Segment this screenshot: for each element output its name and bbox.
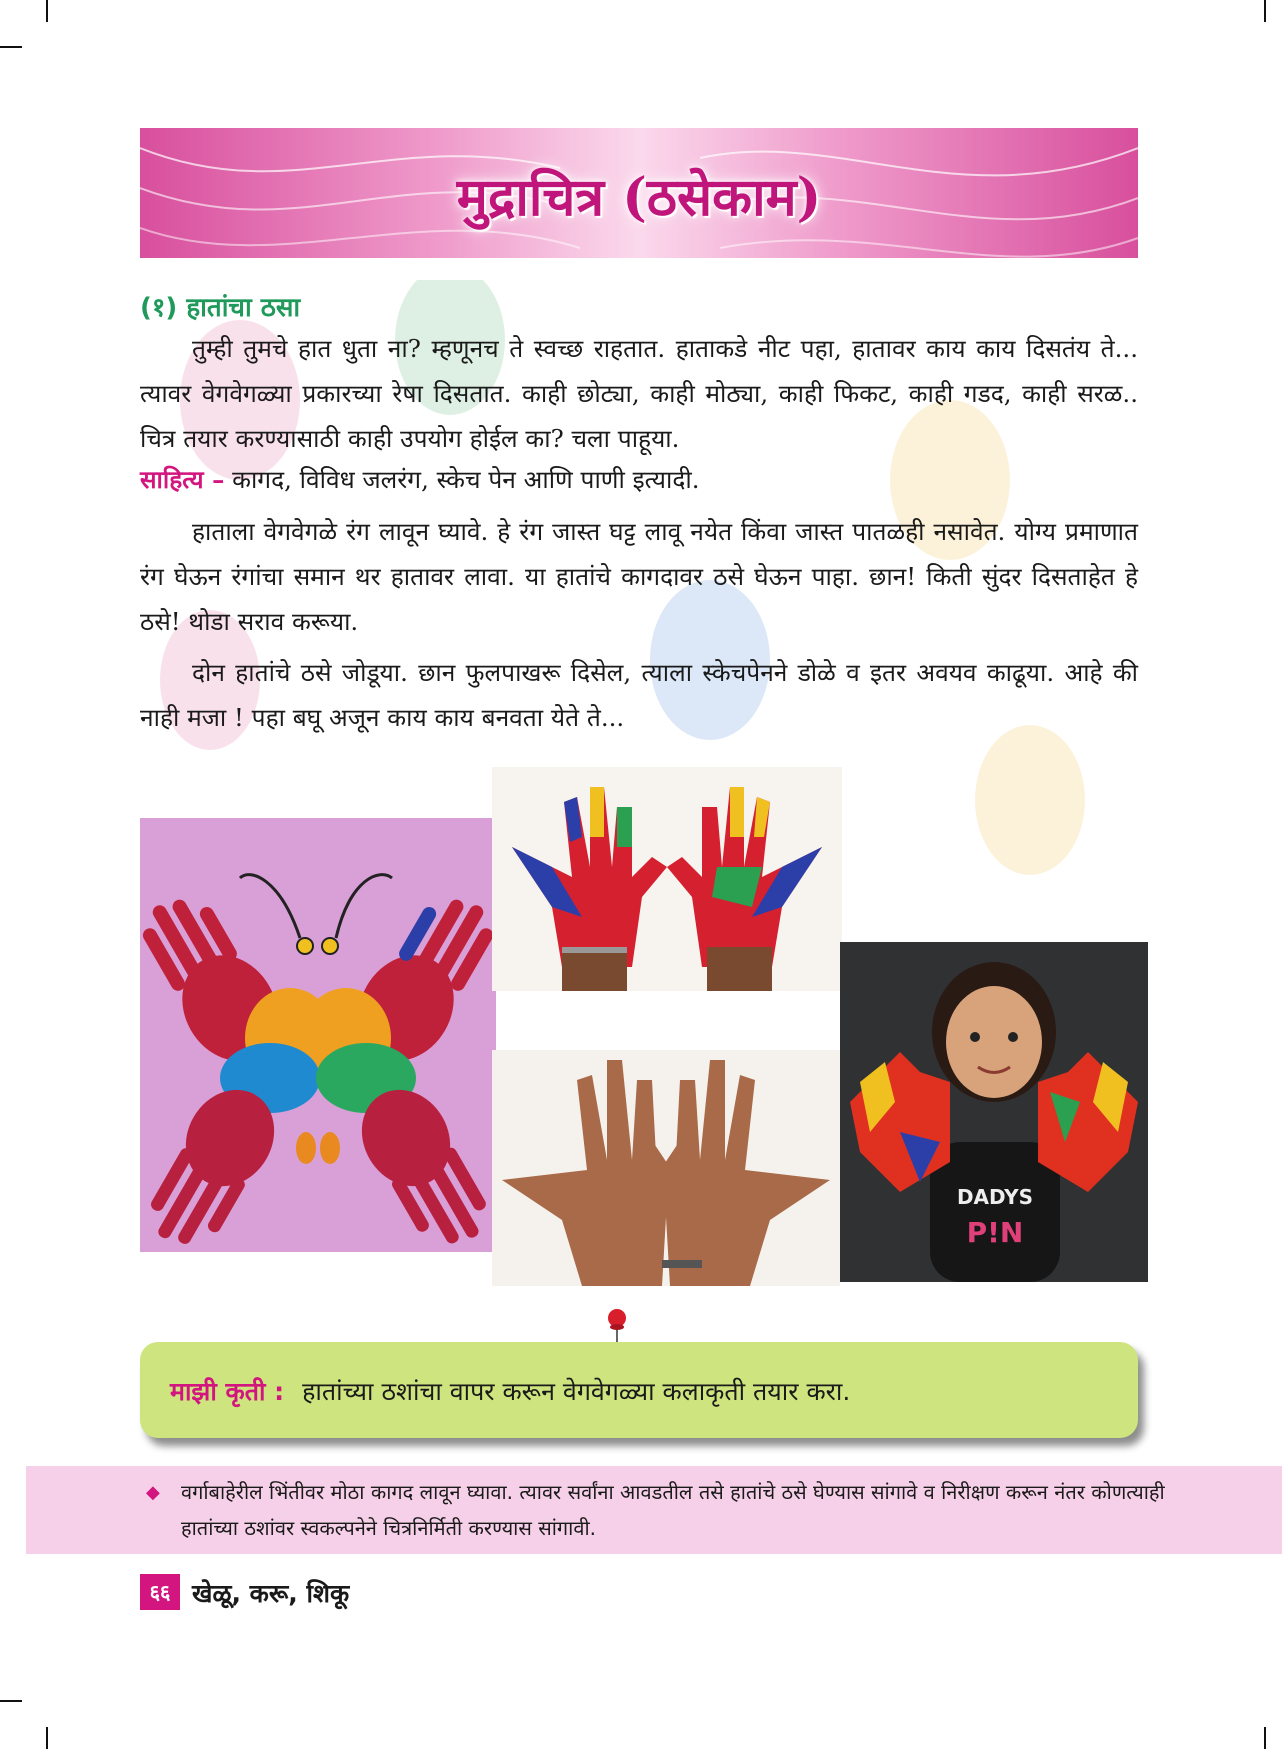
- teacher-note-box: [26, 1466, 1282, 1554]
- page-number: ६६: [140, 1574, 180, 1610]
- crop-mark-top-left-v: [46, 0, 48, 22]
- section-heading: (१) हातांचा ठसा: [140, 293, 301, 323]
- activity-label: माझी कृती :: [170, 1377, 285, 1406]
- materials-text: कागद, विविध जलरंग, स्केच पेन आणि पाणी इत्यादी.: [224, 465, 700, 494]
- child-with-painted-hands-image: [840, 942, 1148, 1282]
- crop-mark-top-left-h: [0, 46, 22, 48]
- crop-mark-top-right-v: [1264, 0, 1266, 22]
- page-title: मुद्राचित्र (ठसेकाम): [456, 167, 822, 228]
- paragraph-butterfly: दोन हातांचे ठसे जोडूया. छान फुलपाखरू दिसेल, त्याला स्केचपेनने डोळे व इतर अवयव काढूया. आहे की नाही मजा ! पहा बघू अजून काय काय बनवता येते ते...: [140, 658, 1138, 732]
- activity-text: हातांच्या ठशांचा वापर करून वेगवेगळ्या कलाकृती तयार करा.: [302, 1377, 851, 1406]
- activity-line: [170, 1374, 850, 1408]
- painted-hands-image: [492, 767, 842, 991]
- crop-mark-bottom-left-h: [0, 1700, 22, 1702]
- butterfly-handprint-image: [140, 818, 496, 1252]
- svg-text:DADYS: DADYS: [956, 1185, 1034, 1209]
- teacher-note-text: वर्गाबाहेरील भिंतीवर मोठा कागद लावून घ्यावा. त्यावर सर्वांना आवडतील तसे हातांचे ठसे घेण्यास सांगावे व निरीक्षण करून नंतर कोणत्याही हातांच्या ठशांवर स्वकल्पनेने चित्रनिर्मिती करण्यास सांगावी.: [181, 1480, 1165, 1540]
- materials-line: [140, 463, 699, 496]
- paragraph-intro: तुम्ही तुमचे हात धुता ना? म्हणूनच ते स्वच्छ राहतात. हाताकडे नीट पहा, हातावर काय काय दिसतंय ते... त्यावर वेगवेगळ्या प्रकारच्या रेषा दिसतात. काही छोट्या, काही मोठ्या, काही फिकट, काही गडद, काही सरळ.. चित्र तयार करण्यासाठी काही उपयोग होईल का? चला पाहूया.: [140, 334, 1138, 453]
- diamond-bullet-icon: ◆: [146, 1482, 160, 1503]
- svg-text:P!N: P!N: [966, 1216, 1024, 1249]
- plain-hands-image: [492, 1050, 840, 1286]
- my-activity-box: [140, 1342, 1138, 1438]
- crop-mark-bottom-left-v: [46, 1727, 48, 1749]
- title-banner: [140, 128, 1138, 258]
- book-title: खेळू, करू, शिकू: [192, 1579, 350, 1608]
- crop-mark-bottom-right-v: [1264, 1727, 1266, 1749]
- materials-label: साहित्य –: [140, 465, 225, 494]
- paragraph-instructions: हाताला वेगवेगळे रंग लावून घ्यावे. हे रंग जास्त घट्ट लावू नयेत किंवा जास्त पातळही नसावेत. योग्य प्रमाणात रंग घेऊन रंगांचा समान थर हातावर लावा. या हातांचे कागदावर ठसे घेऊन पाहा. छान! किती सुंदर दिसताहेत हे ठसे! थोडा सराव करूया.: [140, 517, 1138, 636]
